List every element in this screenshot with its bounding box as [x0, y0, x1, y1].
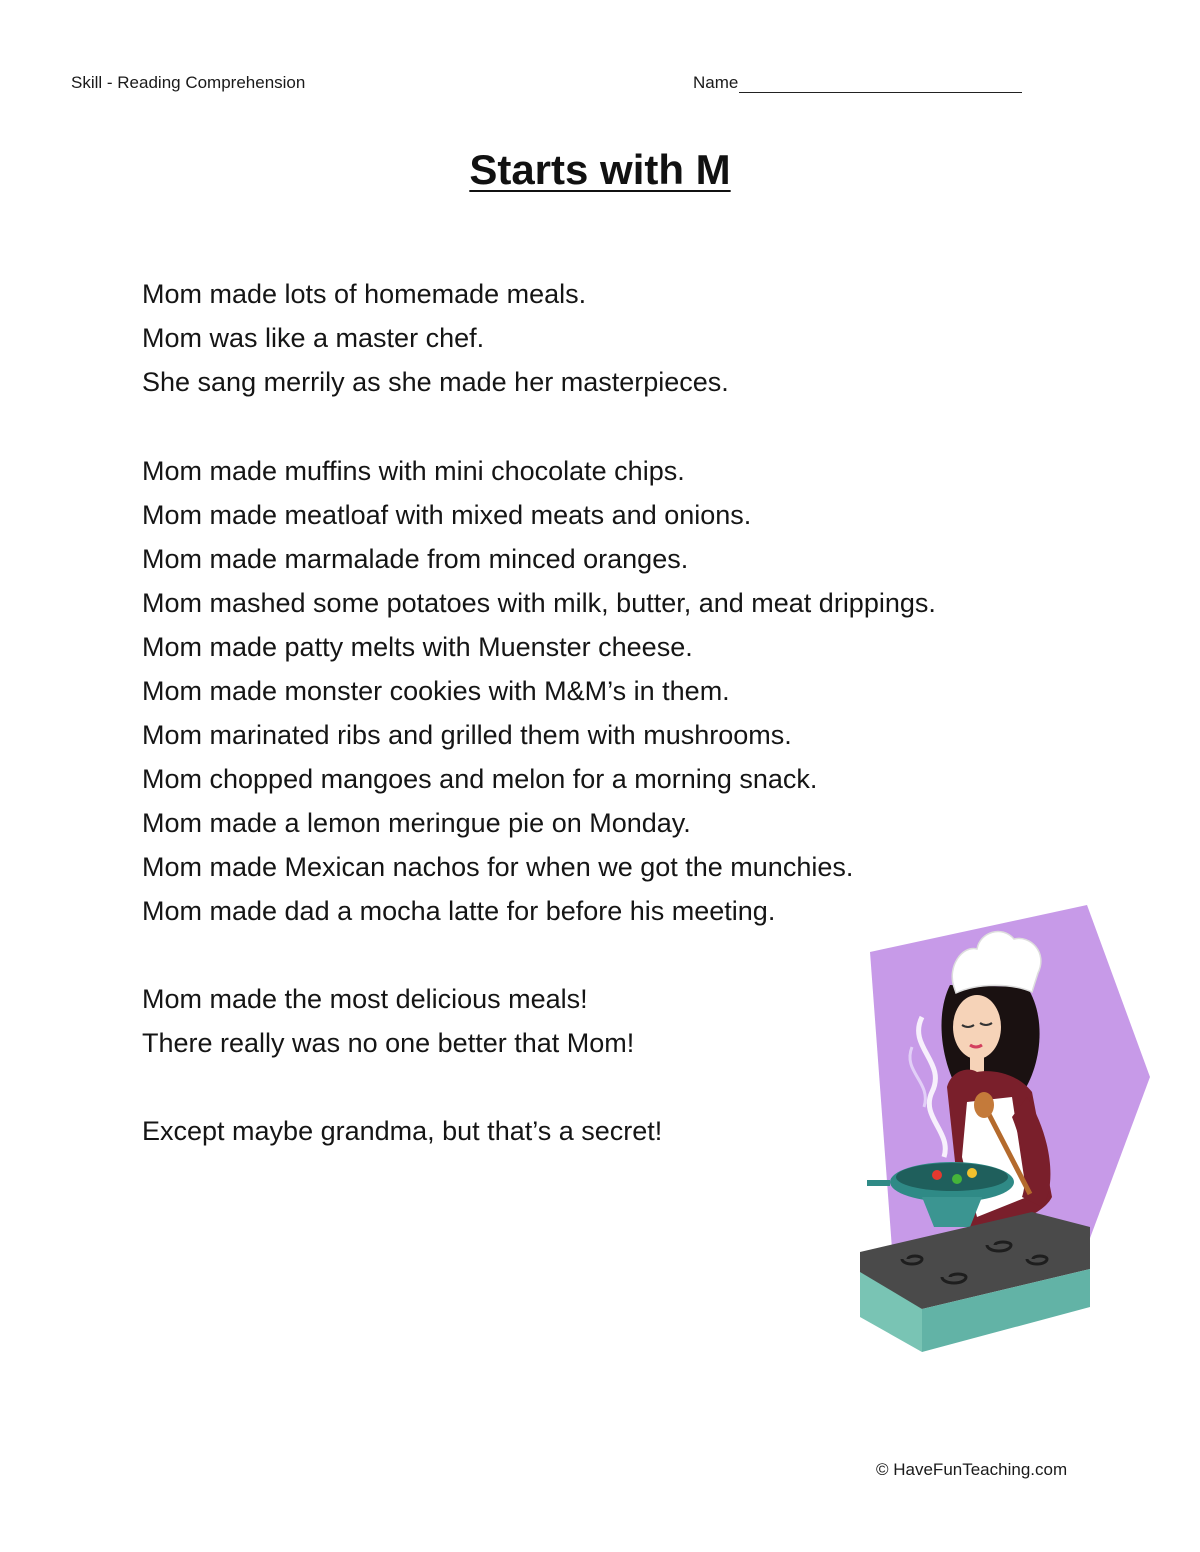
poem-line: Mom made monster cookies with M&M’s in them. — [142, 676, 730, 706]
stanza-1 — [142, 272, 729, 404]
page-title: Starts with M — [469, 146, 731, 193]
name-label: Name — [693, 73, 739, 92]
skill-label: Skill - Reading Comprehension — [71, 73, 306, 92]
name-field[interactable] — [693, 73, 1022, 93]
poem-line: Except maybe grandma, but that’s a secret! — [142, 1116, 663, 1146]
poem-line: Mom mashed some potatoes with milk, butter, and meat drippings. — [142, 588, 936, 618]
poem-line: Mom made dad a mocha latte for before his meeting. — [142, 896, 776, 926]
copyright-footer: © HaveFunTeaching.com — [876, 1460, 1068, 1479]
poem-line: Mom made a lemon meringue pie on Monday. — [142, 808, 691, 838]
poem-line: Mom was like a master chef. — [142, 323, 485, 353]
poem-line: Mom made marmalade from minced oranges. — [142, 544, 689, 574]
poem-line: Mom marinated ribs and grilled them with mushrooms. — [142, 720, 792, 750]
poem-line: She sang merrily as she made her masterpieces. — [142, 367, 729, 397]
name-blank-line[interactable] — [739, 74, 1022, 93]
stanza-3 — [142, 977, 634, 1065]
chef-cooking-icon — [852, 897, 1152, 1352]
face — [953, 995, 1001, 1059]
poem-line: Mom made lots of homemade meals. — [142, 279, 587, 309]
poem-line: Mom chopped mangoes and melon for a morning snack. — [142, 764, 818, 794]
poem-line: There really was no one better that Mom! — [142, 1028, 635, 1058]
stanza-2 — [142, 449, 936, 933]
poem-line: Mom made muffins with mini chocolate chips. — [142, 456, 685, 486]
poem-line: Mom made Mexican nachos for when we got the munchies. — [142, 852, 854, 882]
poem-line: Mom made the most delicious meals! — [142, 984, 588, 1014]
stanza-4 — [142, 1109, 662, 1153]
poem-line: Mom made meatloaf with mixed meats and onions. — [142, 500, 752, 530]
poem-line: Mom made patty melts with Muenster cheese. — [142, 632, 693, 662]
